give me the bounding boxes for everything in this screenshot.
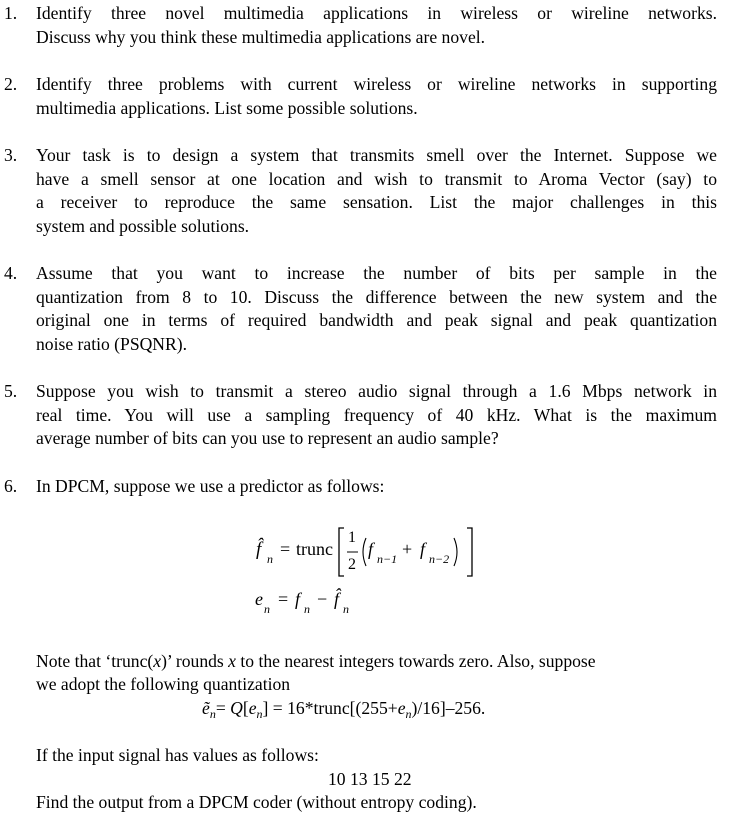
question-line: have a smell sensor at one location and wish to transmit to Aroma Vector (say) to xyxy=(36,168,717,189)
quant-rest2: )/16]–256. xyxy=(411,698,486,718)
question-line: quantization from 8 to 10. Discuss the difference between the new system and the xyxy=(36,286,717,307)
question-number: 2. xyxy=(4,74,18,94)
note-text: to the nearest integers towards zero. Also, suppose xyxy=(235,651,596,671)
error-rhs2: f̂ xyxy=(334,589,340,609)
question-number: 6. xyxy=(4,476,18,496)
question-text xyxy=(36,73,717,120)
question-number: 3. xyxy=(4,145,18,165)
question-line: Identify three problems with current wireless or wireline networks in supporting xyxy=(36,74,717,94)
note-var-x: x xyxy=(153,651,162,671)
question-line: In DPCM, suppose we use a predictor as follows: xyxy=(36,476,385,496)
predictor-frac-den: 2 xyxy=(348,556,356,573)
quant-e2-sub: n xyxy=(405,707,412,721)
note-text: )’ rounds xyxy=(161,651,229,671)
predictor-lhs: f̂ xyxy=(256,539,262,560)
question-line: noise ratio (PSQNR). xyxy=(36,333,188,354)
error-equation xyxy=(253,588,373,618)
error-equals: = xyxy=(278,589,289,609)
quant-e: e xyxy=(248,698,257,718)
predictor-frac-num: 1 xyxy=(348,529,356,546)
question-number: 5. xyxy=(4,381,18,401)
input-values: 10 13 15 22 xyxy=(328,769,412,789)
question-line: Suppose you wish to transmit a stereo audio signal through a 1.6 Mbps network in xyxy=(36,381,717,401)
question-line: real time. You will use a sampling frequency of 40 kHz. What is the maximum xyxy=(36,404,717,425)
quant-rest1: ] = 16*trunc[(255+ xyxy=(262,698,398,718)
quant-e-sub: n xyxy=(256,707,263,721)
question-number: 1. xyxy=(4,3,18,23)
quant-e2: e xyxy=(397,698,406,718)
question-number: 4. xyxy=(4,263,18,283)
predictor-term2: f xyxy=(420,539,426,559)
question-line: Assume that you want to increase the number of bits per sample in the xyxy=(36,263,717,283)
note-var-x: x xyxy=(228,651,236,671)
question-line: a receiver to reproduce the same sensation. List the major challenges in this xyxy=(36,192,717,213)
question-line: average number of bits can you use to represent an audio sample? xyxy=(36,428,499,449)
error-lhs-sub: n xyxy=(264,602,270,616)
error-rhs1: f xyxy=(295,589,301,609)
quant-eq: = xyxy=(215,698,231,718)
question-text xyxy=(36,262,717,356)
question-text xyxy=(36,380,717,451)
question-line: Identify three novel multimedia applications in wireless or wireline networks. xyxy=(36,3,717,23)
error-lhs: e xyxy=(255,589,263,609)
note-text: Note that ‘trunc( xyxy=(36,651,154,671)
predictor-func: trunc xyxy=(296,539,333,559)
quant-bracket: [ xyxy=(242,698,249,718)
predictor-term1: f xyxy=(368,539,374,559)
note-line-2: we adopt the following quantization xyxy=(36,674,291,694)
question-text xyxy=(36,144,717,238)
error-rhs1-sub: n xyxy=(304,602,310,616)
note-line-1 xyxy=(36,650,717,674)
question-text xyxy=(36,2,717,49)
predictor-term2-sub: n−2 xyxy=(429,552,450,566)
predictor-plus: + xyxy=(402,539,413,559)
predictor-term1-sub: n−1 xyxy=(377,552,398,566)
quant-lhs: ẽ xyxy=(202,698,210,718)
input-task: Find the output from a DPCM coder (without entropy coding). xyxy=(36,792,477,812)
question-line: system and possible solutions. xyxy=(36,215,250,236)
error-rhs2-sub: n xyxy=(343,602,349,616)
question-line: multimedia applications. List some possible solutions. xyxy=(36,97,418,118)
predictor-equals: = xyxy=(280,539,291,559)
question-line: original one in terms of required bandwidth and peak signal and peak quantization xyxy=(36,310,717,331)
error-minus: − xyxy=(317,589,328,609)
predictor-equation xyxy=(250,524,490,580)
question-line: Your task is to design a system that transmits smell over the Internet. Suppose we xyxy=(36,145,717,165)
question-text xyxy=(36,475,717,499)
question-line: Discuss why you think these multimedia applications are novel. xyxy=(36,26,486,47)
quantization-equation xyxy=(202,697,485,723)
input-intro: If the input signal has values as follows: xyxy=(36,745,319,765)
quant-q: Q xyxy=(230,698,243,718)
quant-lhs-sub: n xyxy=(209,707,216,721)
predictor-lhs-sub: n xyxy=(267,552,273,566)
